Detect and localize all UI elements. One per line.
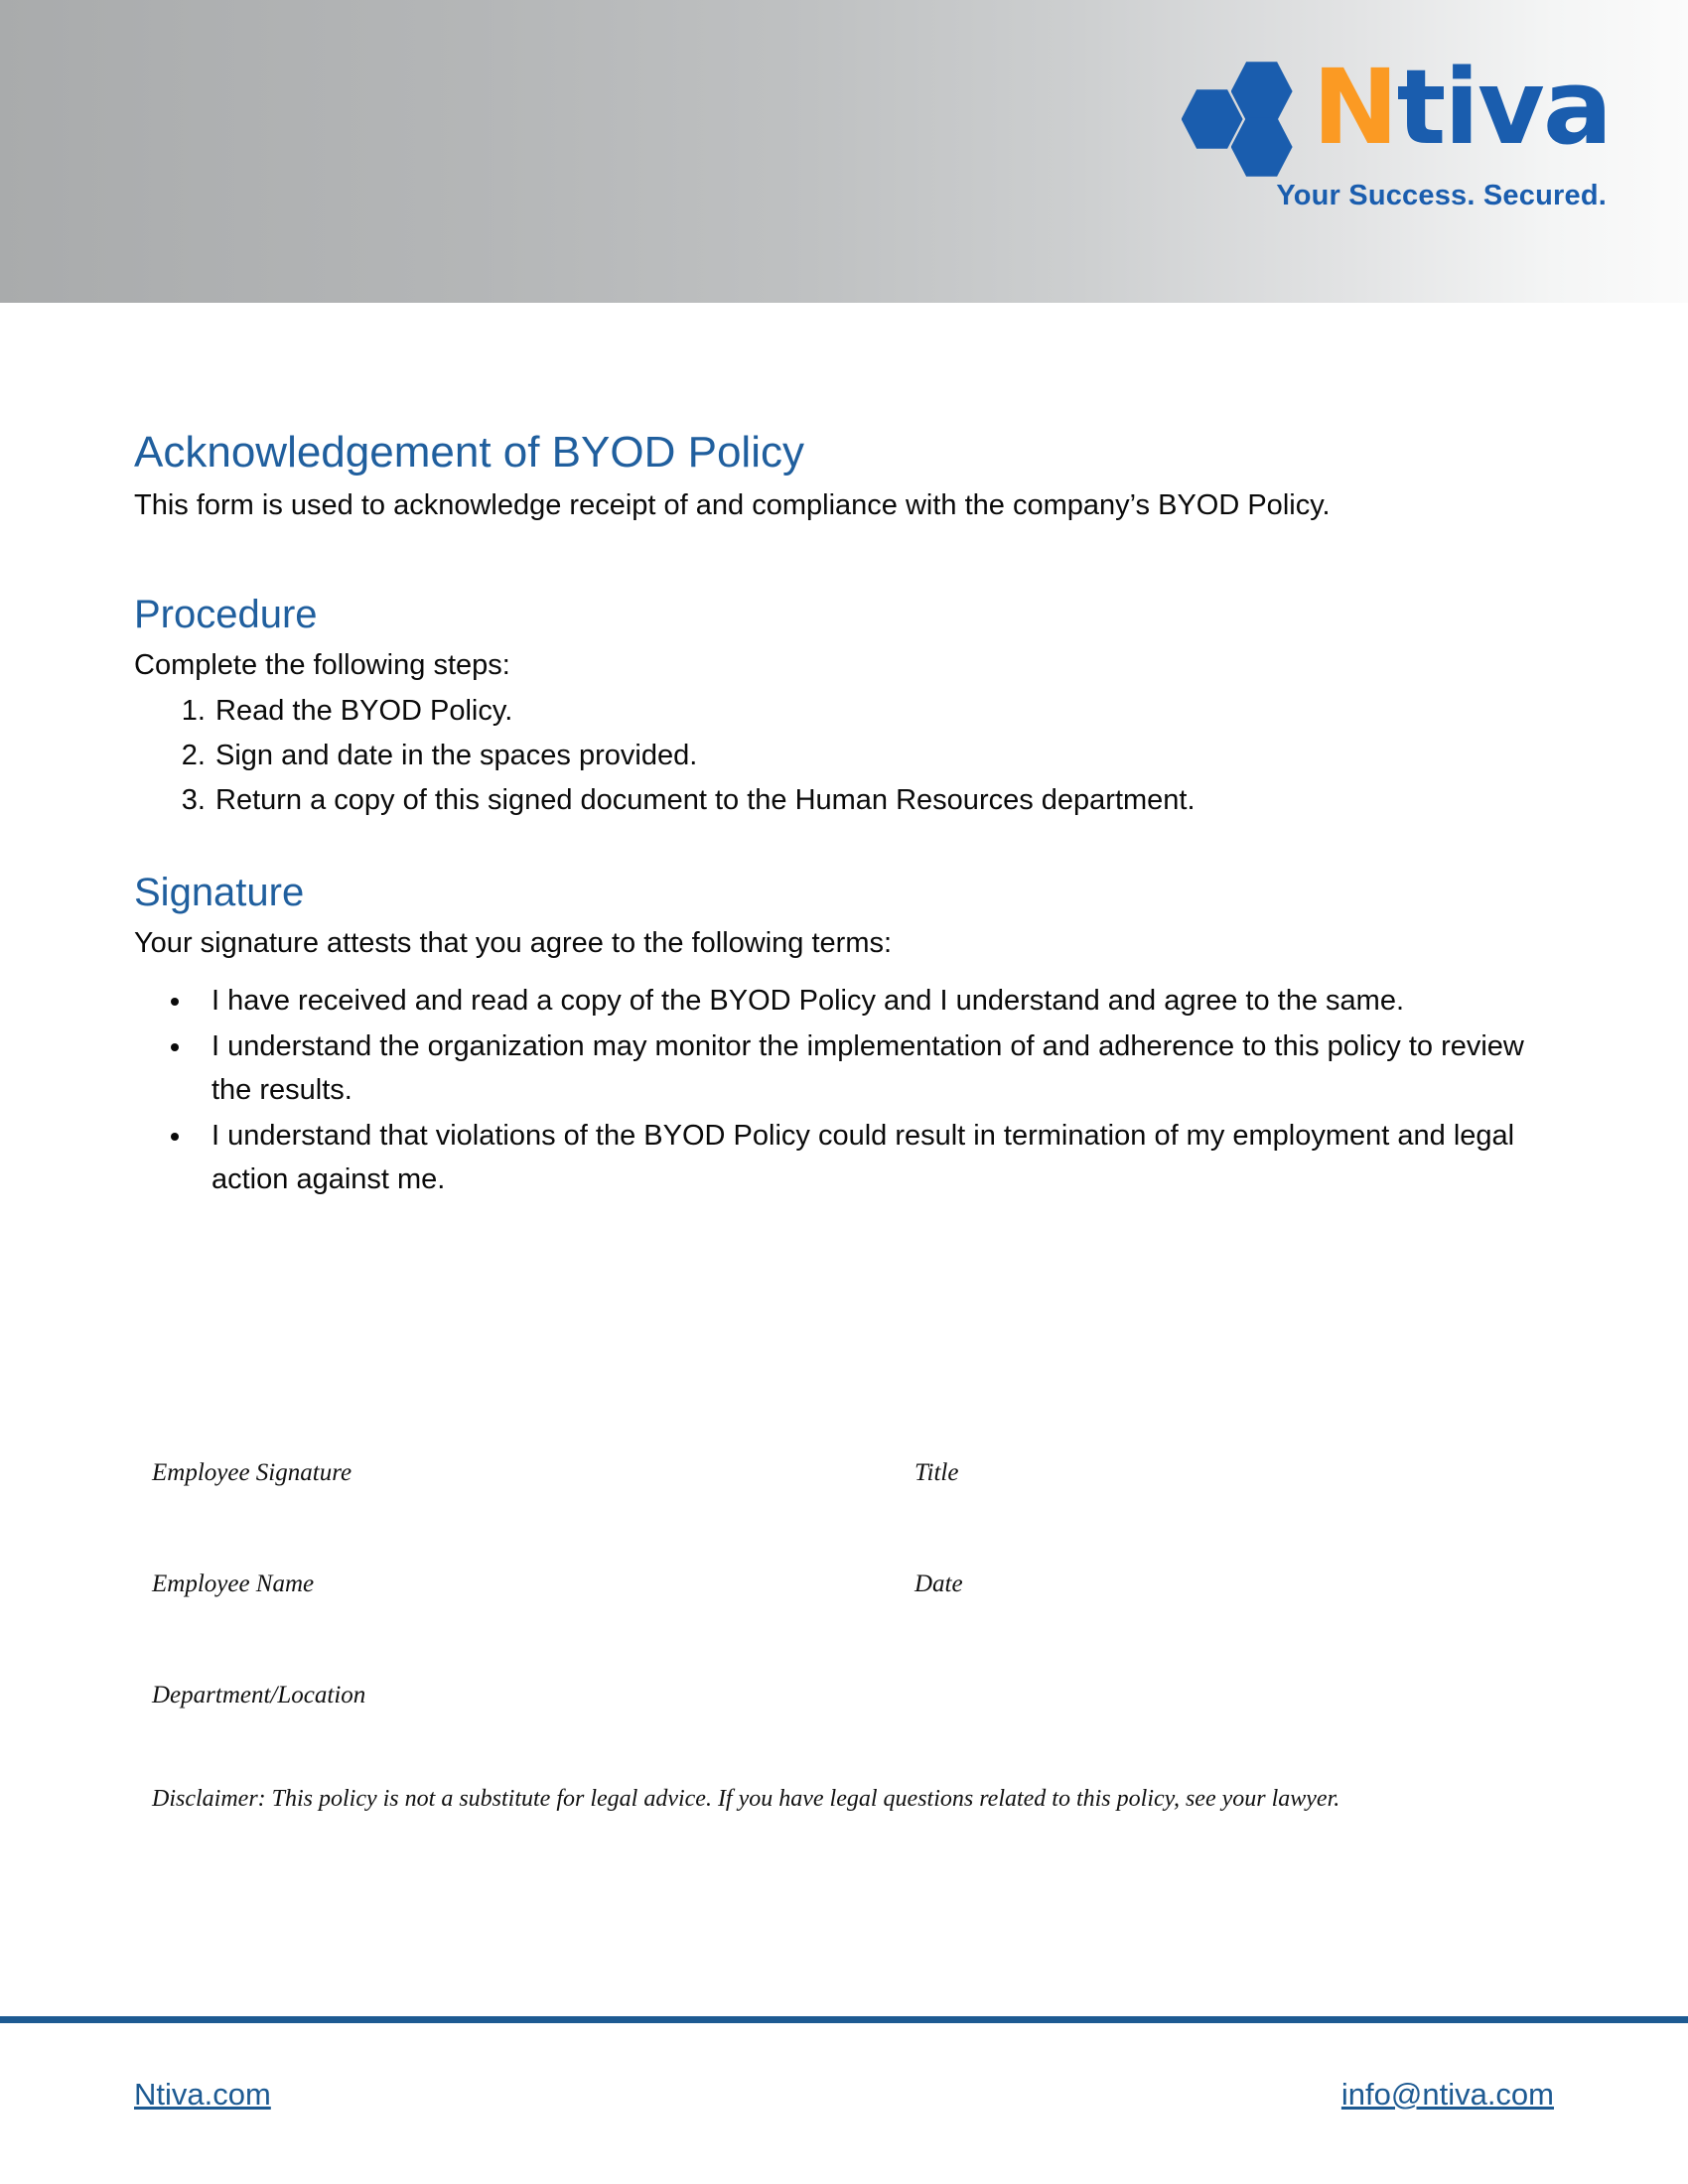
logo-wordmark xyxy=(1312,47,1611,168)
logo-wordmark-tiva: tiva xyxy=(1396,47,1611,168)
list-item: 1. Read the BYOD Policy. xyxy=(213,689,1549,734)
list-item: • I have received and read a copy of the BYOD Policy and I understand and agree to the same. xyxy=(194,979,1549,1023)
document-body xyxy=(134,427,1549,1203)
list-item: 2. Sign and date in the spaces provided. xyxy=(213,734,1549,778)
field-label-employee-signature: Employee Signature xyxy=(152,1459,352,1486)
footer-email-link[interactable]: info@ntiva.com xyxy=(1340,2077,1554,2112)
disclaimer-text: Disclaimer: This policy is not a substitute for legal advice. If you have legal questions related to this policy, see your lawyer. xyxy=(152,1786,1340,1812)
spacer xyxy=(134,823,1549,869)
footer-divider xyxy=(0,2016,1688,2023)
hexagon-top-right-icon xyxy=(1231,61,1293,122)
logo-tagline: Your Success. Secured. xyxy=(1276,180,1607,211)
list-item: • I understand that violations of the BYOD Policy could result in termination of my employment and legal action against me. xyxy=(194,1114,1549,1201)
intro-paragraph: This form is used to acknowledge receipt of and compliance with the company’s BYOD Policy. xyxy=(134,489,1331,521)
ntiva-hexagon-logo-icon xyxy=(1180,61,1307,176)
footer xyxy=(134,2077,1554,2113)
section-heading-signature: Signature xyxy=(134,871,305,914)
field-label-date: Date xyxy=(914,1570,963,1597)
header-band xyxy=(0,0,1688,303)
ntiva-logo[interactable] xyxy=(1184,47,1611,228)
logo-wordmark-n: N xyxy=(1312,47,1397,168)
logo-mark-row xyxy=(1184,47,1611,174)
signature-terms-list xyxy=(134,979,1549,1201)
spacer xyxy=(134,527,1549,591)
signature-lead: Your signature attests that you agree to the following terms: xyxy=(134,927,893,959)
field-label-employee-name: Employee Name xyxy=(152,1570,315,1597)
list-item: • I understand the organization may monitor the implementation of and adherence to this policy to review the results. xyxy=(194,1024,1549,1112)
section-heading-procedure: Procedure xyxy=(134,593,318,636)
page-title: Acknowledgement of BYOD Policy xyxy=(134,428,804,477)
signature-row-3 xyxy=(152,1682,1542,1793)
signature-row-2 xyxy=(152,1570,1542,1682)
list-item: 3. Return a copy of this signed document to the Human Resources department. xyxy=(213,778,1549,823)
signature-field-area xyxy=(152,1459,1542,1793)
hexagon-left-icon xyxy=(1182,88,1243,150)
field-label-title: Title xyxy=(914,1459,959,1486)
signature-row-1 xyxy=(152,1459,1542,1570)
footer-website-link[interactable]: Ntiva.com xyxy=(134,2077,271,2112)
hexagon-bottom-right-icon xyxy=(1231,116,1293,178)
procedure-lead: Complete the following steps: xyxy=(134,649,510,681)
field-label-department-location: Department/Location xyxy=(152,1682,366,1708)
procedure-step-list xyxy=(134,689,1549,823)
